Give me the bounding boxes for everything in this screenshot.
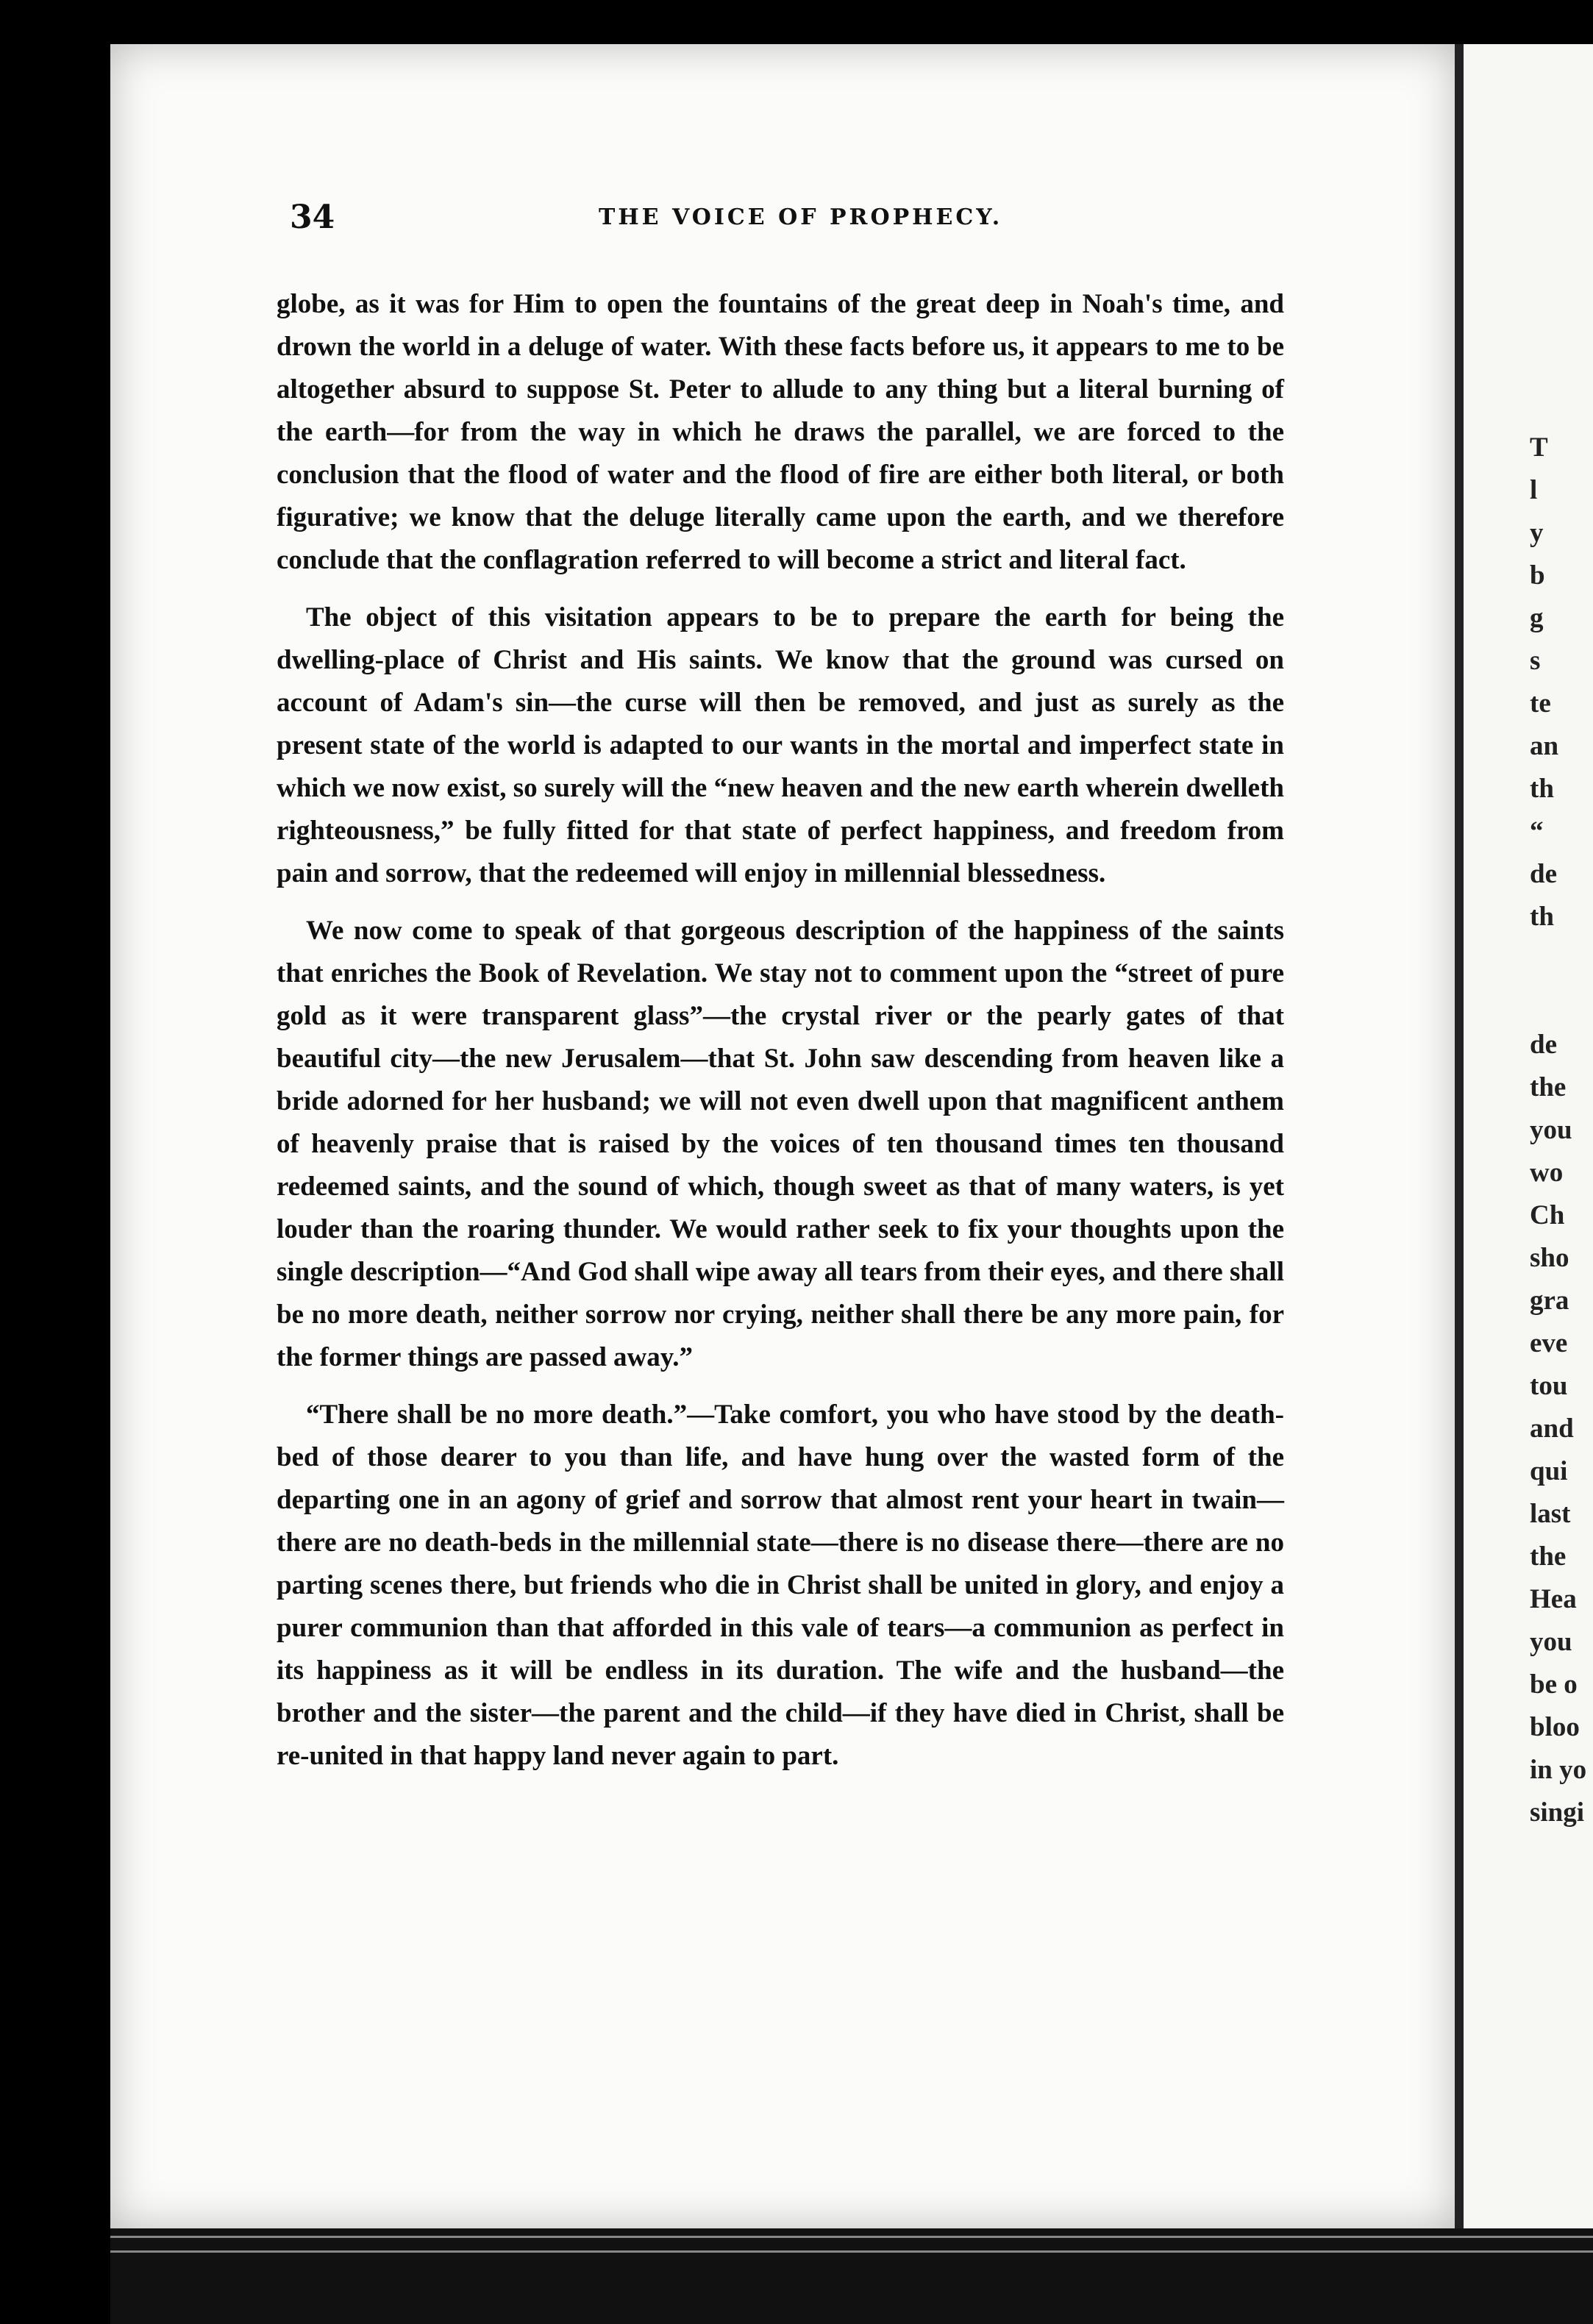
page-gutter bbox=[1455, 44, 1464, 2228]
adjacent-page-fragment: sho bbox=[1530, 1243, 1569, 1273]
adjacent-page-fragment bbox=[1530, 981, 1593, 1024]
adjacent-page-fragment: last bbox=[1530, 1499, 1571, 1529]
adjacent-page-fragment: you bbox=[1530, 1115, 1572, 1145]
adjacent-page-fragment: bloo bbox=[1530, 1712, 1580, 1742]
paragraph: “There shall be no more death.”—Take comfort, you who have stood by the death-bed of those dearer to you than life, and have hung over the wasted form of the departing one in an agony of grief and sorrow that almost rent your heart in twain—there are no death-beds in the millennial state—there is no disease there—there are no parting scenes there, but friends who die in Christ shall be united in glory, and enjoy a purer communion than that afforded in this vale of tears—a communion as perfect in its happiness as it will be endless in its duration. The wife and the husband—the brother and the sister—the parent and the child—if they have died in Christ, shall be re-united in that happy land never again to part. bbox=[277, 1400, 1284, 1771]
adjacent-page-fragment: tou bbox=[1530, 1371, 1568, 1401]
adjacent-page-fragment: the bbox=[1530, 1541, 1567, 1572]
adjacent-page-fragment: th bbox=[1530, 774, 1554, 804]
adjacent-page-fragment: g bbox=[1530, 603, 1544, 633]
adjacent-page-fragment: T bbox=[1530, 432, 1548, 463]
adjacent-page-fragment: de bbox=[1530, 859, 1557, 889]
adjacent-page-fragment: in yo bbox=[1530, 1755, 1587, 1785]
adjacent-page-fragment: Ch bbox=[1530, 1200, 1565, 1230]
running-title: THE VOICE OF PROPHECY. bbox=[599, 204, 1003, 230]
adjacent-page-fragment: l bbox=[1530, 475, 1538, 505]
body-text bbox=[277, 283, 1284, 1792]
adjacent-page-fragment: you bbox=[1530, 1627, 1572, 1657]
adjacent-page-text bbox=[1530, 427, 1593, 1834]
scan-rule-line bbox=[110, 2250, 1593, 2253]
paragraph: globe, as it was for Him to open the fountains of the great deep in Noah's time, and drown the world in a deluge of water. With these facts before us, it appears to me to be altogether absurd to suppose St. Peter to allude to any thing but a literal burning of the earth—for from the way in which he draws the parallel, we are forced to the conclusion that the flood of water and the flood of fire are either both literal, or both figurative; we know that the deluge literally came upon the earth, and we therefore conclude that the conflagration referred to will become a strict and literal fact. bbox=[277, 289, 1284, 575]
adjacent-page-fragment: Hea bbox=[1530, 1584, 1577, 1614]
adjacent-page-fragment: qui bbox=[1530, 1456, 1568, 1486]
page-header bbox=[290, 199, 1290, 250]
adjacent-page-fragment: singi bbox=[1530, 1797, 1585, 1828]
adjacent-page-fragment: and bbox=[1530, 1414, 1574, 1444]
adjacent-page-fragment: wo bbox=[1530, 1158, 1564, 1188]
adjacent-page-fragment: “ bbox=[1530, 816, 1544, 846]
adjacent-page-fragment: y bbox=[1530, 518, 1544, 548]
adjacent-page-fragment: b bbox=[1530, 560, 1545, 591]
scan-rule-line bbox=[110, 2236, 1593, 2238]
adjacent-page-fragment: de bbox=[1530, 1030, 1557, 1060]
adjacent-page-fragment: th bbox=[1530, 902, 1554, 932]
adjacent-page-fragment: te bbox=[1530, 688, 1551, 719]
adjacent-page-fragment: an bbox=[1530, 731, 1559, 761]
adjacent-page-fragment bbox=[1530, 938, 1593, 981]
page-number: 34 bbox=[290, 199, 335, 236]
paragraph: The object of this visitation appears to be to prepare the earth for being the dwelling-place of Christ and His saints. We know that the ground was cursed on account of Adam's sin—the curse will then be removed, and just as surely as the present state of the world is adapted to our wants in the mortal and imperfect state in which we now exist, so surely will the “new heaven and the new earth wherein dwelleth righteousness,” be fully fitted for that state of perfect happiness, and freedom from pain and sorrow, that the redeemed will enjoy in millennial blessedness. bbox=[277, 602, 1284, 888]
adjacent-page-fragment: eve bbox=[1530, 1328, 1568, 1358]
adjacent-page-fragment: s bbox=[1530, 646, 1541, 676]
adjacent-page-fragment: gra bbox=[1530, 1286, 1569, 1316]
paragraph: We now come to speak of that gorgeous description of the happiness of the saints that enriches the Book of Revelation. We stay not to comment upon the “street of pure gold as it were transparent glass”—the crystal river or the pearly gates of that beautiful city—the new Jerusalem—that St. John saw descending from heaven like a bride adorned for her husband; we will not even dwell upon that magnificent anthem of heavenly praise that is raised by the voices of ten thousand times ten thousand redeemed saints, and the sound of which, though sweet as that of many waters, is yet louder than the roaring thunder. We would rather seek to fix your thoughts upon the single description—“And God shall wipe away all tears from their eyes, and there shall be no more death, neither sorrow nor crying, neither shall there be any more pain, for the former things are passed away.” bbox=[277, 916, 1284, 1372]
adjacent-page-fragment: be o bbox=[1530, 1669, 1578, 1700]
adjacent-page-fragment: the bbox=[1530, 1072, 1567, 1102]
scan-border bbox=[110, 2228, 1593, 2324]
